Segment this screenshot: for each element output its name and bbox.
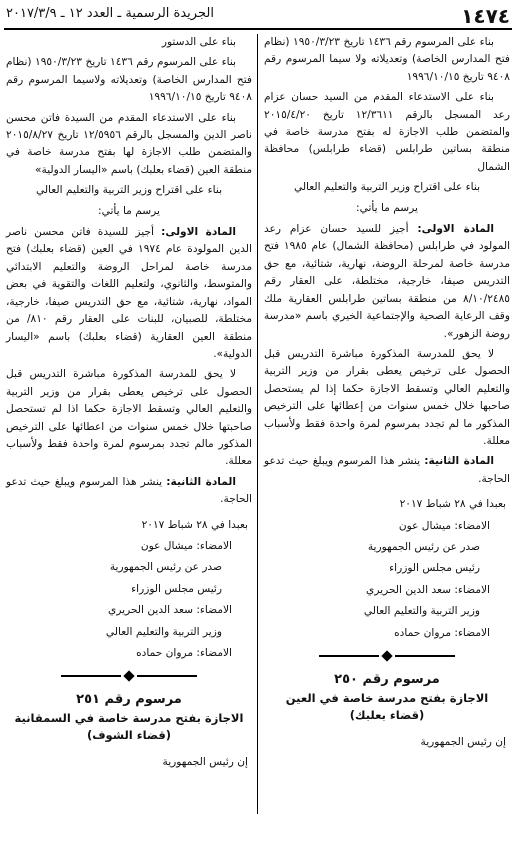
article-2-label: المادة الثانية: (166, 475, 236, 488)
recital-request: بناء على الاستدعاء المقدم من السيد حسان عزام رعد المسجل بالرقم ١٢/٣٦١١ تاريخ ٢٠١٥/٤/٢٠ والمتضمن طلب الاجازة له بفتح مدرسة خاصة في منطقة بساتين طرابلس (قضاء طرابلس) محافظة الشمال (264, 91, 510, 173)
issued-by: صدر عن رئيس الجمهورية (109, 561, 222, 574)
recital-proposal: بناء على اقتراح وزير التربية والتعليم العالي (293, 181, 481, 194)
section-ornament (264, 648, 510, 664)
signing-date: بعبدا في ٢٨ شباط ٢٠١٧ (141, 518, 248, 531)
education-minister-title: وزير التربية والتعليم العالي (363, 605, 480, 618)
article-1-condition: لا يحق للمدرسة المذكورة مباشرة التدريس قبل الحصول على ترخيص يعطى بقرار من وزير التربية والتعليم العالي وتسقط الاجازة حكما اذا لم تستحصل صاحبتها خلال خمس سنوات من اعطائها على الترخيص المذكور مالم تجدد بمرسوم لمرة واحدة فقط ولأسباب معللة. (6, 368, 252, 468)
article-2 (264, 453, 510, 488)
recital-law: بناء على المرسوم رقم ١٤٣٦ تاريخ ١٩٥٠/٣/٢٣ (نظام فتح المدارس الخاصة) وتعديلاته ولا سيما المرسوم رقم ٩٤٠٨ تاريخ ١٩٩٦/١٠/١٥ (264, 36, 510, 83)
decree-subject: الاجازة بفتح مدرسة خاصة في العين (285, 691, 489, 705)
signature-president: الامضاء: ميشال عون (140, 539, 232, 552)
article-1-condition: لا يحق للمدرسة المذكورة مباشرة التدريس قبل الحصول على ترخيص يعطى بقرار من وزير التربية والتعليم العالي وتسقط الاجازة حكما إذا لم يستحصل صاحبها خلال خمس سنوات من إعطائها على الترخيص المذكور ما لم تجدد بمرسوم لمرة واحدة فقط ولأسباب معللة. (264, 347, 510, 447)
issued-by: صدر عن رئيس الجمهورية (367, 540, 480, 553)
signing-date: بعبدا في ٢٨ شباط ٢٠١٧ (399, 498, 506, 511)
signature-prime-minister: الامضاء: سعد الدين الحريري (366, 583, 490, 596)
article-1-label: المادة الاولى: (161, 226, 236, 239)
recital-request: بناء على الاستدعاء المقدم من السيدة فاتن محسن ناصر الدين والمسجل بالرقم ١٢/٥٩٥٦ تاريخ ٢٠١٥/٨/٢٧ والمتضمن طلب الاجازة لها بفتح مدرسة خاصة في منطقة العين (قضاء بعلبك) باسم «اليسار الدولية» (6, 111, 252, 176)
column-divider (257, 34, 258, 814)
article-1-text: أجيز للسيدة فاتن محسن ناصر الدين المولودة عام ١٩٧٤ في العين (قضاء بعلبك) فتح مدرسة خاصة لمراحل الروضة والتعليم الابتدائي والمتوسط، والثانوي، ولتعليم اللغات والتقوية في بعض المواد، نهارية، شتائية، مع حق التدريس صيفا، خارجية، مختلطة، للصبيان، للبنات على العقار رقم ٨١٠/ من منطقة العين العقارية (قضاء بعلبك) باسم «اليسار الدولية». (6, 226, 252, 360)
decree-phrase: يرسم ما يأتي: (98, 204, 160, 217)
decree-number-heading: مرسوم رقم ٢٥٠ (334, 672, 440, 687)
decree-number-heading: مرسوم رقم ٢٥١ (76, 692, 182, 708)
decree-phrase: يرسم ما يأتي: (356, 201, 418, 214)
signature-education-minister: الامضاء: مروان حماده (394, 626, 490, 639)
page-number: ١٤٧٤ (461, 4, 510, 28)
signature-education-minister: الامضاء: مروان حماده (136, 647, 232, 659)
article-1 (264, 221, 510, 343)
prime-minister-title: رئيس مجلس الوزراء (131, 582, 222, 595)
right-column (264, 34, 510, 751)
article-1-text: أجيز للسيد حسان عزام رعد المولود في طرابلس (محافظة الشمال) عام ١٩٨٥ فتح مدرسة خاصة لمرحلة الروضة، نهارية، شتائية، مع حق التدريس صيفا، خارجية، مختلطة، على العقار رقم ٨/١٠/٢٤٨٥ من منطقة بساتين طرابلس العقارية ملك وقف الرعاية الصحية والإجتماعية الخيري باسم «مدرسة روضة الزهور». (264, 223, 511, 340)
header-rule (4, 28, 512, 30)
article-2 (6, 474, 252, 509)
article-2-label: المادة الثانية: (424, 455, 494, 468)
section-ornament (6, 668, 252, 684)
recital-constitution: بناء على الدستور (161, 36, 236, 48)
decree-subject: الاجازة بفتح مدرسة خاصة في السمقانية (14, 711, 244, 726)
decree-district: (قضاء بعلبك) (349, 708, 425, 722)
decree-opening: إن رئيس الجمهورية (420, 736, 506, 748)
article-1 (6, 224, 252, 363)
gazette-title: الجريدة الرسمية ـ العدد ١٢ ـ ٢٠١٧/٣/٩ (6, 6, 214, 21)
article-2-text: ينشر هذا المرسوم ويبلغ حيث تدعو الحاجة. (264, 455, 510, 485)
education-minister-title: وزير التربية والتعليم العالي (105, 625, 222, 638)
prime-minister-title: رئيس مجلس الوزراء (389, 562, 480, 575)
article-2-text: ينشر هذا المرسوم ويبلغ حيث تدعو الحاجة. (6, 475, 252, 506)
decree-district: (قضاء الشوف) (86, 728, 172, 743)
article-1-label: المادة الاولى: (417, 223, 494, 236)
page-header (0, 0, 516, 28)
recital-proposal: بناء على اقتراح وزير التربية والتعليم العالي (35, 184, 223, 197)
recital-law: بناء على المرسوم رقم ١٤٣٦ تاريخ ١٩٥٠/٣/٢٣ (نظام فتح المدارس الخاصة) وتعديلاته ولاسيما المرسوم رقم ٩٤٠٨ تاريخ ١٩٩٦/١٠/١٥ (6, 56, 252, 104)
left-column (6, 34, 252, 772)
signature-prime-minister: الامضاء: سعد الدين الحريري (108, 604, 232, 617)
decree-opening: إن رئيس الجمهورية (162, 756, 248, 769)
signature-president: الامضاء: ميشال عون (398, 519, 490, 532)
